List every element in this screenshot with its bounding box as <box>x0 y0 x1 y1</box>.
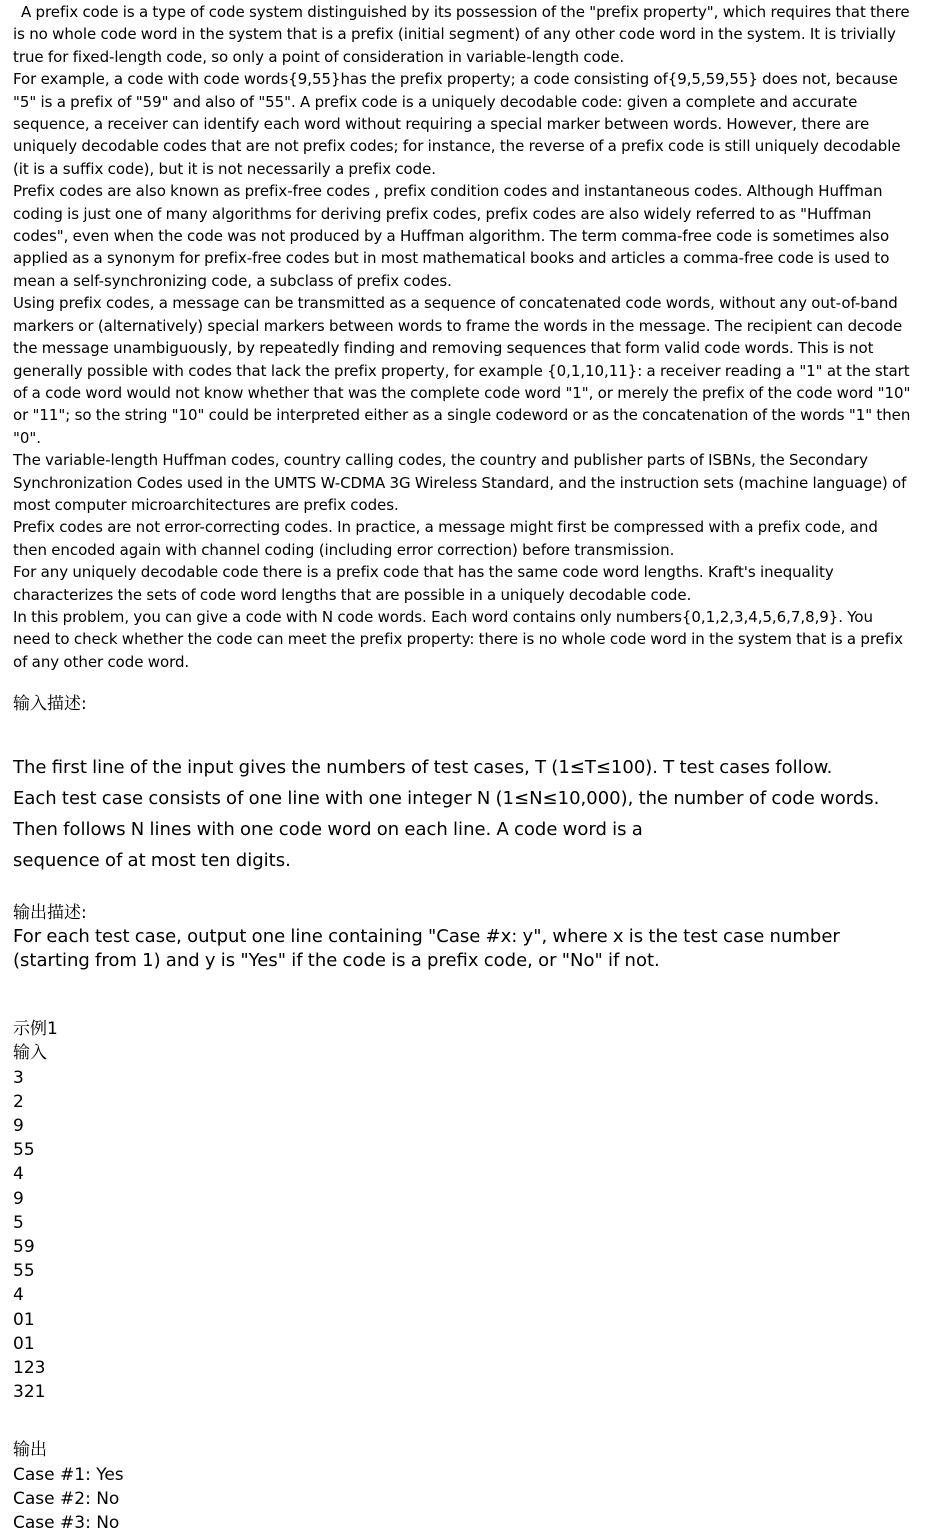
input-description-line: sequence of at most ten digits. <box>13 850 291 872</box>
output-description-text: For each test case, output one line containing "Case #x: y", where x is the test case number (starting from 1) and y is "Yes" if the code is a prefix code, or "No" if not. <box>13 926 840 972</box>
example-input-line: 5 <box>13 1212 24 1233</box>
example-input-line: 4 <box>13 1164 24 1185</box>
example-input-line: 3 <box>13 1067 24 1088</box>
example-input-line: 9 <box>13 1188 24 1209</box>
description-paragraph-3: Prefix codes are also known as prefix-free codes , prefix condition codes and instantaneous codes. Although Huffman coding is just one of many algorithms for deriving prefix codes, prefix codes are also widely referred to as "Huffman codes", even when the code was not produced by a Huffman algorithm. The term comma-free code is sometimes also applied as a synonym for prefix-free codes but in most mathematical books and articles a comma-free code is used to mean a self-synchronizing code, a subclass of prefix codes. <box>13 182 890 290</box>
description-paragraph-6: Prefix codes are not error-correcting codes. In practice, a message might first be compressed with a prefix code, and then encoded again with channel coding (including error correction) before transmission. <box>13 518 878 559</box>
input-description-line: Each test case consists of one line with one integer N (1≤N≤10,000), the number of code words. <box>13 788 880 810</box>
example-output-line: Case #2: No <box>13 1488 120 1509</box>
description-paragraph-1: A prefix code is a type of code system distinguished by its possession of the "prefix property", which requires that there is no whole code word in the system that is a prefix (initial segment) of any other code word in the system. It is trivially true for fixed-length code, so only a point of consideration in variable-length code. <box>13 3 910 66</box>
input-description-label: 输入描述: <box>13 694 87 715</box>
example-output-line: Case #3: No <box>13 1513 120 1534</box>
example-input-line: 123 <box>13 1358 46 1379</box>
example-output-line: Case #1: Yes <box>13 1464 124 1485</box>
example-output-label: 输出 <box>13 1440 47 1461</box>
example-input-line: 59 <box>13 1237 35 1258</box>
example-input-line: 55 <box>13 1140 35 1161</box>
output-description-section <box>13 901 926 973</box>
description-paragraph-7: For any uniquely decodable code there is a prefix code that has the same code word lengths. Kraft's inequality characterizes the sets of code word lengths that are possible in a uniquely decodable code. <box>13 563 834 604</box>
example-input-line: 01 <box>13 1333 35 1354</box>
input-description-section <box>13 692 926 876</box>
example-output-block <box>13 1463 926 1535</box>
example-input-block <box>13 1066 926 1405</box>
example-input-line: 2 <box>13 1091 24 1112</box>
example-title: 示例1 <box>13 1019 58 1040</box>
example-input-line: 9 <box>13 1116 24 1136</box>
example-input-line: 4 <box>13 1285 24 1306</box>
input-description-line: Then follows N lines with one code word on each line. A code word is a <box>13 819 643 841</box>
problem-description <box>13 0 926 673</box>
description-paragraph-4: Using prefix codes, a message can be transmitted as a sequence of concatenated code words, without any out-of-band markers or (alternatively) special markers between words to frame the words in the message. The recipient can decode the message unambiguously, by repeatedly finding and removing sequences that form valid code words. This is not generally possible with codes that lack the prefix property, for example {0,1,10,11}: a receiver reading a "1" at the start of a code word would not know whether that was the complete code word "1", or merely the prefix of the code word "10" or "11"; so the string "10" could be interpreted either as a single codeword or as the concatenation of the words "1" then "0". <box>13 294 911 447</box>
example-section <box>13 1017 926 1535</box>
description-paragraph-5: The variable-length Huffman codes, country calling codes, the country and publisher parts of ISBNs, the Secondary Synchronization Codes used in the UMTS W-CDMA 3G Wireless Standard, and the instruction sets (machine language) of most computer microarchitectures are prefix codes. <box>13 451 907 514</box>
description-paragraph-2: For example, a code with code words{9,55}has the prefix property; a code consisting of{9,5,59,55} does not, because "5" is a prefix of "59" and also of "55". A prefix code is a uniquely decodable code: given a complete and accurate sequence, a receiver can identify each word without requiring a special marker between words. However, there are uniquely decodable codes that are not prefix codes; for instance, the reverse of a prefix code is still uniquely decodable (it is a suffix code), but it is not necessarily a prefix code. <box>13 70 901 178</box>
description-paragraph-8: In this problem, you can give a code with N code words. Each word contains only numbers{0,1,2,3,4,5,6,7,8,9}. You need to check whether the code can meet the prefix property: there is no whole code word in the system that is a prefix of any other code word. <box>13 607 903 671</box>
input-description-line: The first line of the input gives the numbers of test cases, T (1≤T≤100). T test cases follow. <box>13 757 833 779</box>
output-description-label: 输出描述: <box>13 903 87 924</box>
example-input-line: 01 <box>13 1309 35 1330</box>
example-input-label: 输入 <box>13 1043 47 1064</box>
example-input-line: 55 <box>13 1261 35 1282</box>
example-input-line: 321 <box>13 1382 46 1403</box>
